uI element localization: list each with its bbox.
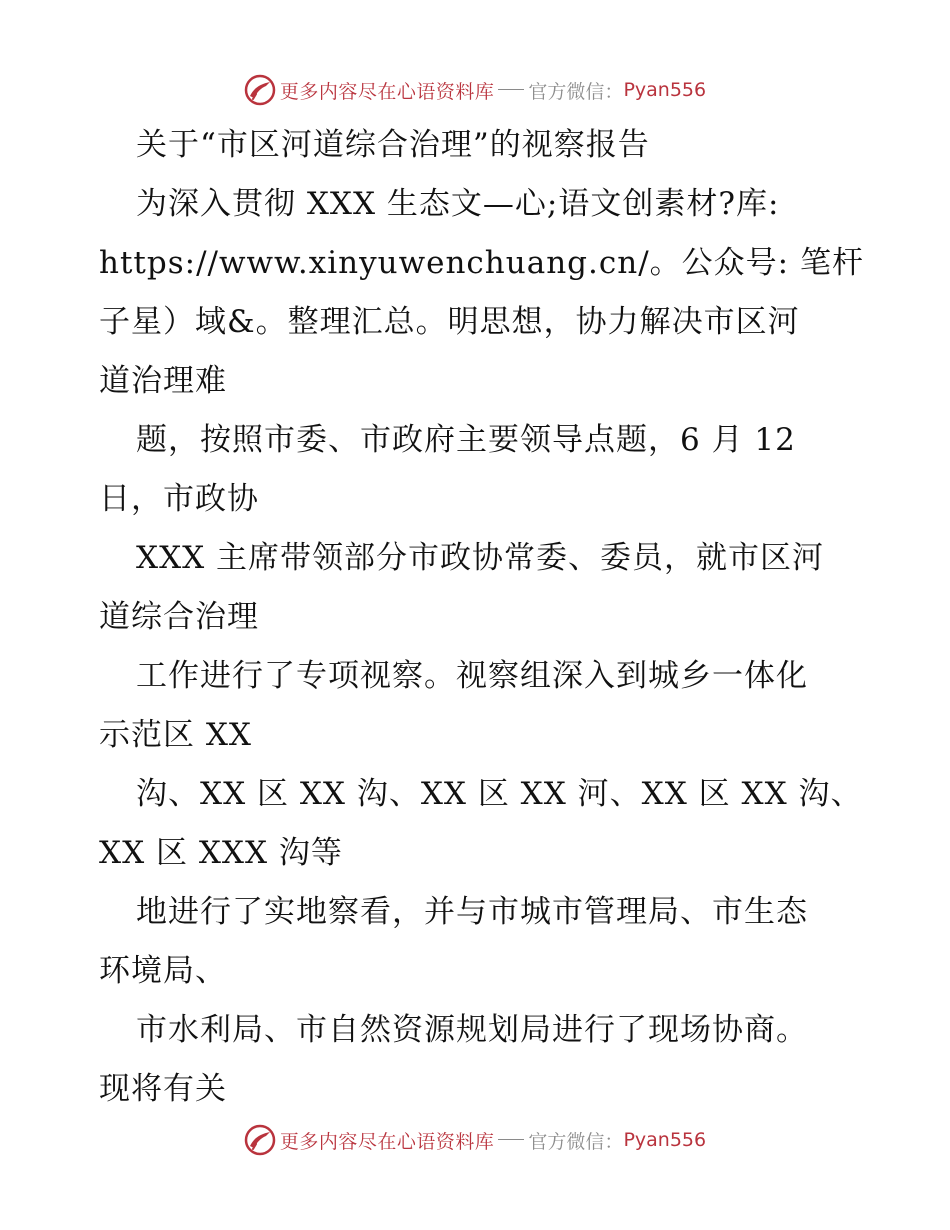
banner-wechat-id: Pyan556 [623,79,707,101]
text-line: 市水利局、市自然资源规划局进行了现场协商。 [136,1012,808,1048]
banner-wechat-label: 官方微信： [528,80,624,103]
pen-logo-icon [244,1124,276,1156]
text-line: 沟、XX 区 XX 沟、XX 区 XX 河、XX 区 XX 沟、 [136,776,863,812]
banner-divider [498,89,524,90]
banner-wechat-label: 官方微信： [528,1130,624,1153]
text-line: 题，按照市委、市政府主要领导点题，6 月 12 [136,422,796,458]
text-line: 地进行了实地察看，并与市城市管理局、市生态 [136,894,808,930]
text-line: 道治理难 [99,363,227,399]
text-line: XX 区 XXX 沟等 [99,835,343,871]
text-line: 道综合治理 [99,599,259,635]
text-line: 子星）域&。整理汇总。明思想，协力解决市区河 [99,304,800,340]
pen-logo-icon [244,74,276,106]
text-line: 现将有关 [99,1071,227,1107]
text-line: 为深入贯彻 XXX 生态文—心;语文创素材?库: [136,186,780,222]
footer-banner [0,1120,950,1160]
header-banner [0,70,950,110]
banner-divider [498,1139,524,1140]
banner-wechat-id: Pyan556 [623,1129,707,1151]
text-line: 工作进行了专项视察。视察组深入到城乡一体化 [136,658,808,694]
banner-text: 更多内容尽在心语资料库 [279,1130,495,1153]
banner-text: 更多内容尽在心语资料库 [279,80,495,103]
text-line: 环境局、 [99,953,227,989]
text-line: 示范区 XX [99,717,252,753]
text-line: 日，市政协 [99,481,259,517]
document-title: 关于“市区河道综合治理”的视察报告 [136,127,650,163]
document-body [99,116,864,1119]
text-line: https://www.xinyuwenchuang.cn/。公众号: 笔杆 [99,245,864,281]
text-line: XXX 主席带领部分市政协常委、委员，就市区河 [136,540,825,576]
